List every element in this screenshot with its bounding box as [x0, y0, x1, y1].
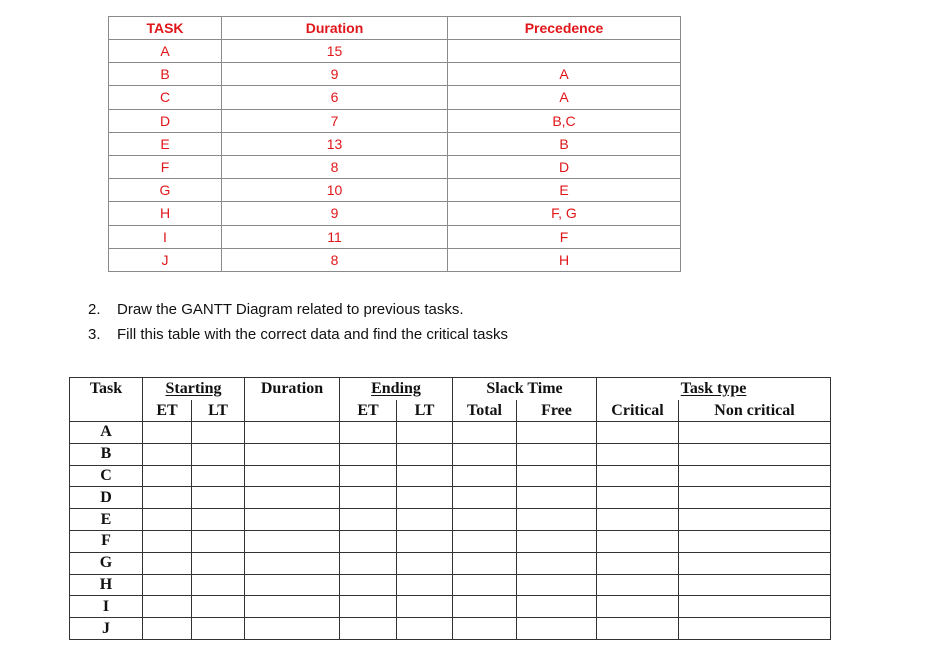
- task-label-cell: I: [70, 596, 143, 618]
- critical-cell[interactable]: [597, 487, 679, 509]
- slack-total-cell[interactable]: [453, 530, 517, 552]
- duration-cell: 10: [222, 179, 448, 202]
- ending-lt-cell[interactable]: [397, 574, 453, 596]
- task-label-cell: D: [70, 487, 143, 509]
- analysis-header-row-2: [70, 400, 831, 422]
- critical-cell[interactable]: [597, 465, 679, 487]
- ending-lt-cell[interactable]: [397, 487, 453, 509]
- precedence-cell: F, G: [448, 202, 681, 225]
- duration-cell[interactable]: [245, 509, 340, 531]
- critical-cell[interactable]: [597, 596, 679, 618]
- task-label-cell: J: [70, 618, 143, 640]
- non-critical-header: Non critical: [679, 400, 831, 422]
- duration-cell[interactable]: [245, 487, 340, 509]
- critical-cell[interactable]: [597, 530, 679, 552]
- task-row: [109, 202, 681, 225]
- starting-et-cell[interactable]: [143, 443, 192, 465]
- slack-total-header: Total: [453, 400, 517, 422]
- critical-cell[interactable]: [597, 618, 679, 640]
- slack-free-cell[interactable]: [517, 422, 597, 444]
- ending-lt-cell[interactable]: [397, 465, 453, 487]
- analysis-row: [70, 596, 831, 618]
- critical-cell[interactable]: [597, 552, 679, 574]
- schedule-analysis-table: [69, 377, 831, 640]
- duration-header: Duration: [245, 378, 340, 401]
- duration-cell: 9: [222, 63, 448, 86]
- task-row: [109, 248, 681, 271]
- task-row: [109, 63, 681, 86]
- task-row: [109, 132, 681, 155]
- task-cell: G: [109, 179, 222, 202]
- task-row: [109, 225, 681, 248]
- ending-header: Ending: [340, 378, 453, 401]
- ending-lt-cell[interactable]: [397, 530, 453, 552]
- analysis-row: [70, 487, 831, 509]
- duration-cell: 7: [222, 109, 448, 132]
- duration-cell: 13: [222, 132, 448, 155]
- slack-total-cell[interactable]: [453, 552, 517, 574]
- ending-lt-cell[interactable]: [397, 509, 453, 531]
- non-critical-cell[interactable]: [679, 574, 831, 596]
- starting-et-cell[interactable]: [143, 487, 192, 509]
- slack-free-cell[interactable]: [517, 574, 597, 596]
- precedence-cell: E: [448, 179, 681, 202]
- instruction-number: 2.: [88, 301, 101, 318]
- ending-lt-cell[interactable]: [397, 422, 453, 444]
- ending-lt-cell[interactable]: [397, 443, 453, 465]
- task-cell: A: [109, 40, 222, 63]
- task-cell: E: [109, 132, 222, 155]
- instruction-number: 3.: [88, 326, 101, 343]
- starting-et-cell[interactable]: [143, 596, 192, 618]
- slack-total-cell[interactable]: [453, 596, 517, 618]
- task-row: [109, 155, 681, 178]
- ending-lt-cell[interactable]: [397, 596, 453, 618]
- starting-lt-cell[interactable]: [192, 443, 245, 465]
- ending-et-cell[interactable]: [340, 596, 397, 618]
- analysis-header-row-1: [70, 378, 831, 401]
- slack-free-cell[interactable]: [517, 509, 597, 531]
- analysis-row: [70, 530, 831, 552]
- instruction-text: Fill this table with the correct data and find the critical tasks: [117, 326, 509, 343]
- starting-header: Starting: [143, 378, 245, 401]
- starting-lt-cell[interactable]: [192, 574, 245, 596]
- precedence-cell: H: [448, 248, 681, 271]
- starting-et-cell[interactable]: [143, 574, 192, 596]
- critical-cell[interactable]: [597, 574, 679, 596]
- analysis-row: [70, 574, 831, 596]
- non-critical-cell[interactable]: [679, 530, 831, 552]
- task-label-cell: B: [70, 443, 143, 465]
- slack-total-cell[interactable]: [453, 574, 517, 596]
- task-cell: J: [109, 248, 222, 271]
- task-row: [109, 109, 681, 132]
- slack-free-header: Free: [517, 400, 597, 422]
- starting-et-cell[interactable]: [143, 465, 192, 487]
- slack-time-header: Slack Time: [453, 378, 597, 401]
- starting-lt-cell[interactable]: [192, 422, 245, 444]
- starting-lt-cell[interactable]: [192, 487, 245, 509]
- analysis-row: [70, 618, 831, 640]
- precedence-cell: B,C: [448, 109, 681, 132]
- task-row: [109, 86, 681, 109]
- non-critical-cell[interactable]: [679, 487, 831, 509]
- slack-total-cell[interactable]: [453, 509, 517, 531]
- precedence-cell: [448, 40, 681, 63]
- task-type-header: Task type: [597, 378, 831, 401]
- task-row: [109, 40, 681, 63]
- starting-et-header: ET: [143, 400, 192, 422]
- ending-et-cell[interactable]: [340, 465, 397, 487]
- task-cell: B: [109, 63, 222, 86]
- ending-et-header: ET: [340, 400, 397, 422]
- duration-cell: 8: [222, 155, 448, 178]
- analysis-row: [70, 422, 831, 444]
- non-critical-cell[interactable]: [679, 443, 831, 465]
- slack-free-cell[interactable]: [517, 596, 597, 618]
- slack-free-cell[interactable]: [517, 443, 597, 465]
- critical-cell[interactable]: [597, 422, 679, 444]
- slack-free-cell[interactable]: [517, 552, 597, 574]
- duration-cell[interactable]: [245, 443, 340, 465]
- ending-et-cell[interactable]: [340, 552, 397, 574]
- duration-cell[interactable]: [245, 552, 340, 574]
- duration-cell: 15: [222, 40, 448, 63]
- duration-cell: 8: [222, 248, 448, 271]
- non-critical-cell[interactable]: [679, 509, 831, 531]
- duration-cell: 9: [222, 202, 448, 225]
- ending-et-cell[interactable]: [340, 530, 397, 552]
- slack-total-cell[interactable]: [453, 422, 517, 444]
- starting-et-cell[interactable]: [143, 422, 192, 444]
- starting-lt-cell[interactable]: [192, 552, 245, 574]
- slack-total-cell[interactable]: [453, 487, 517, 509]
- ending-et-cell[interactable]: [340, 443, 397, 465]
- starting-et-cell[interactable]: [143, 552, 192, 574]
- precedence-column-header: Precedence: [448, 17, 681, 40]
- starting-et-cell[interactable]: [143, 530, 192, 552]
- duration-cell[interactable]: [245, 574, 340, 596]
- task-row: [109, 179, 681, 202]
- non-critical-cell[interactable]: [679, 596, 831, 618]
- starting-lt-cell[interactable]: [192, 465, 245, 487]
- task-cell: F: [109, 155, 222, 178]
- duration-column-header: Duration: [222, 17, 448, 40]
- task-cell: D: [109, 109, 222, 132]
- starting-lt-cell[interactable]: [192, 530, 245, 552]
- starting-et-cell[interactable]: [143, 509, 192, 531]
- analysis-row: [70, 552, 831, 574]
- task-label-cell: A: [70, 422, 143, 444]
- slack-free-cell[interactable]: [517, 487, 597, 509]
- ending-et-cell[interactable]: [340, 422, 397, 444]
- starting-lt-cell[interactable]: [192, 509, 245, 531]
- non-critical-cell[interactable]: [679, 422, 831, 444]
- duration-subheader-empty: [245, 400, 340, 422]
- ending-lt-cell[interactable]: [397, 618, 453, 640]
- analysis-row: [70, 465, 831, 487]
- ending-et-cell[interactable]: [340, 618, 397, 640]
- precedence-cell: A: [448, 63, 681, 86]
- duration-cell[interactable]: [245, 596, 340, 618]
- ending-et-cell[interactable]: [340, 574, 397, 596]
- slack-total-cell[interactable]: [453, 618, 517, 640]
- task-precedence-table: [108, 16, 681, 272]
- instruction-2: [88, 301, 464, 318]
- ending-et-cell[interactable]: [340, 487, 397, 509]
- analysis-row: [70, 509, 831, 531]
- ending-et-cell[interactable]: [340, 509, 397, 531]
- non-critical-cell[interactable]: [679, 618, 831, 640]
- slack-total-cell[interactable]: [453, 465, 517, 487]
- task-table-header-row: [109, 17, 681, 40]
- ending-lt-header: LT: [397, 400, 453, 422]
- analysis-row: [70, 443, 831, 465]
- task-label-cell: E: [70, 509, 143, 531]
- task-label-cell: H: [70, 574, 143, 596]
- task-subheader-empty: [70, 400, 143, 422]
- duration-cell[interactable]: [245, 465, 340, 487]
- slack-free-cell[interactable]: [517, 465, 597, 487]
- starting-et-cell[interactable]: [143, 618, 192, 640]
- task-label-cell: G: [70, 552, 143, 574]
- task-label-cell: C: [70, 465, 143, 487]
- duration-cell[interactable]: [245, 530, 340, 552]
- starting-lt-header: LT: [192, 400, 245, 422]
- task-cell: H: [109, 202, 222, 225]
- critical-header: Critical: [597, 400, 679, 422]
- instruction-text: Draw the GANTT Diagram related to previous tasks.: [117, 301, 464, 318]
- duration-cell[interactable]: [245, 422, 340, 444]
- task-cell: C: [109, 86, 222, 109]
- starting-lt-cell[interactable]: [192, 596, 245, 618]
- slack-total-cell[interactable]: [453, 443, 517, 465]
- non-critical-cell[interactable]: [679, 552, 831, 574]
- instruction-3: [88, 326, 508, 343]
- duration-cell: 11: [222, 225, 448, 248]
- critical-cell[interactable]: [597, 509, 679, 531]
- precedence-cell: D: [448, 155, 681, 178]
- slack-free-cell[interactable]: [517, 618, 597, 640]
- critical-cell[interactable]: [597, 443, 679, 465]
- task-cell: I: [109, 225, 222, 248]
- task-column-header: TASK: [109, 17, 222, 40]
- duration-cell: 6: [222, 86, 448, 109]
- starting-lt-cell[interactable]: [192, 618, 245, 640]
- slack-free-cell[interactable]: [517, 530, 597, 552]
- task-label-cell: F: [70, 530, 143, 552]
- task-header: Task: [70, 378, 143, 401]
- ending-lt-cell[interactable]: [397, 552, 453, 574]
- duration-cell[interactable]: [245, 618, 340, 640]
- non-critical-cell[interactable]: [679, 465, 831, 487]
- precedence-cell: B: [448, 132, 681, 155]
- precedence-cell: A: [448, 86, 681, 109]
- precedence-cell: F: [448, 225, 681, 248]
